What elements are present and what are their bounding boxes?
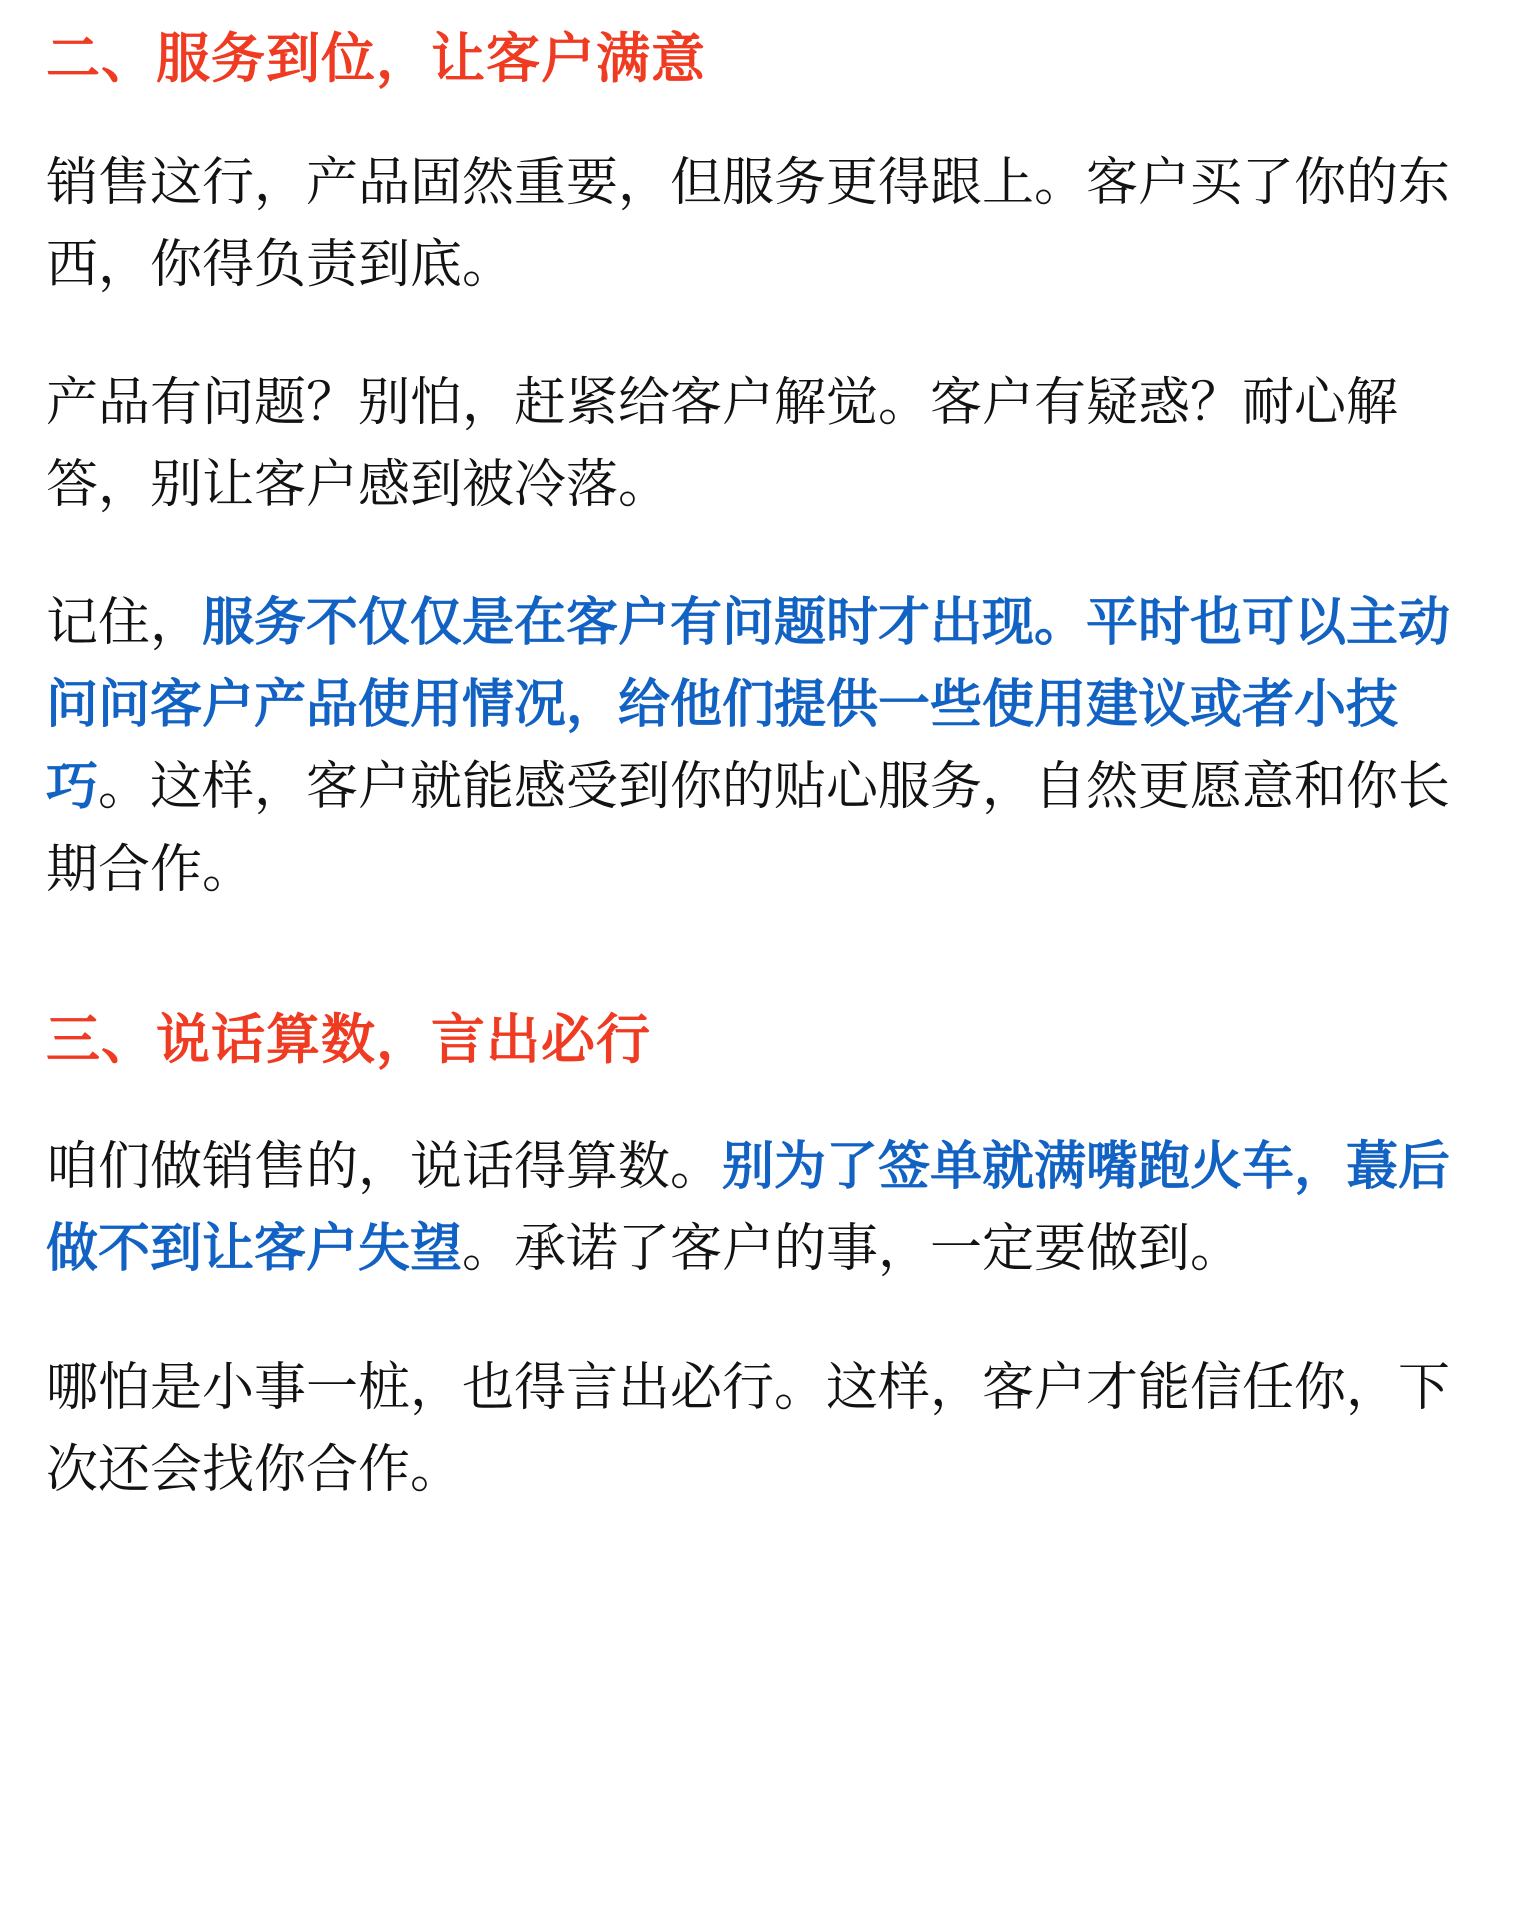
text-run: 销售这行，产品固然重要，但服务更得跟上。客户买了你的东西，你得负责到底。 bbox=[46, 153, 1451, 294]
paragraph-2-1 bbox=[46, 142, 1478, 306]
text-run: 。这样，客户就能感受到你的贴心服务，自然更愿意和你长期合作。 bbox=[46, 758, 1451, 899]
text-run: 记住， bbox=[46, 594, 203, 653]
text-run: 。承诺了客户的事，一定要做到。 bbox=[462, 1220, 1243, 1279]
paragraph-2-3 bbox=[46, 582, 1478, 911]
section-heading-3: 三、说话算数，言出必行 bbox=[46, 1009, 651, 1070]
section-heading-2: 二、服务到位，让客户满意 bbox=[46, 29, 706, 89]
highlighted-text-run: 服务不仅仅是在客户有问题时才出现。平时也可以主动问问客户产品使用情况，给他们提供一些使用建议或者小技巧 bbox=[46, 594, 1451, 817]
text-run: 产品有问题？别怕，赶紧给客户解觉。客户有疑惑？耐心解答，别让客户感到被冷落。 bbox=[46, 373, 1399, 514]
paragraph-3-1 bbox=[46, 1126, 1478, 1290]
text-run: 咱们做销售的，说话得算数。 bbox=[46, 1138, 723, 1197]
text-run: 哪怕是小事一桩，也得言出必行。这样，客户才能信任你，下次还会找你合作。 bbox=[46, 1358, 1451, 1499]
highlighted-text-run: 别为了签单就满嘴跑火车，蕞后做不到让客户失望 bbox=[46, 1138, 1451, 1279]
paragraph-3-2 bbox=[46, 1347, 1478, 1511]
paragraph-2-2 bbox=[46, 362, 1478, 526]
